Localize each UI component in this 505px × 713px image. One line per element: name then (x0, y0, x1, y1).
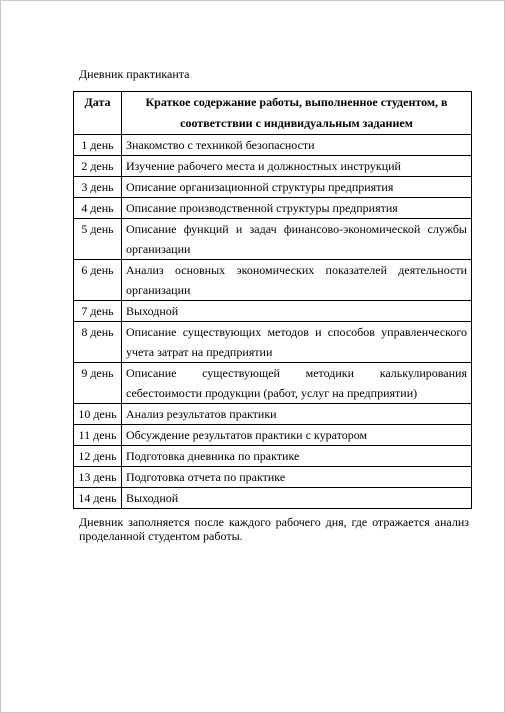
row-day: 11 день (74, 425, 122, 446)
row-day: 7 день (74, 301, 122, 322)
row-day: 13 день (74, 467, 122, 488)
table-row (74, 322, 472, 363)
row-day: 8 день (74, 322, 122, 363)
table-row (74, 198, 472, 219)
table-row (74, 135, 472, 156)
row-description: Анализ основных экономических показателей деятельности организации (122, 260, 472, 301)
table-row (74, 177, 472, 198)
table-row (74, 488, 472, 509)
row-day: 14 день (74, 488, 122, 509)
row-day: 4 день (74, 198, 122, 219)
table-row (74, 260, 472, 301)
table-row (74, 301, 472, 322)
row-description: Подготовка отчета по практике (122, 467, 472, 488)
row-description: Описание производственной структуры предприятия (122, 198, 472, 219)
row-description: Описание существующей методики калькулирования себестоимости продукции (работ, услуг на предприятии) (122, 363, 472, 404)
practice-diary-table (73, 91, 472, 509)
row-description: Описание организационной структуры предприятия (122, 177, 472, 198)
row-description: Знакомство с техникой безопасности (122, 135, 472, 156)
table-row (74, 219, 472, 260)
row-description: Описание существующих методов и способов управленческого учета затрат на предприятии (122, 322, 472, 363)
row-day: 5 день (74, 219, 122, 260)
row-day: 2 день (74, 156, 122, 177)
row-day: 10 день (74, 404, 122, 425)
table-row (74, 404, 472, 425)
row-description: Выходной (122, 301, 472, 322)
table-row (74, 156, 472, 177)
footnote-text: Дневник заполняется после каждого рабочего дня, где отражается анализ проделанной студентом работы. (79, 515, 469, 543)
row-day: 3 день (74, 177, 122, 198)
table-body (74, 135, 472, 509)
row-description: Выходной (122, 488, 472, 509)
table-header-row (74, 92, 472, 135)
table-row (74, 446, 472, 467)
header-description: Краткое содержание работы, выполненное студентом, в соответствии с индивидуальным заданием (122, 92, 472, 135)
row-description: Анализ результатов практики (122, 404, 472, 425)
table-row (74, 425, 472, 446)
table-row (74, 363, 472, 404)
row-day: 9 день (74, 363, 122, 404)
row-description: Подготовка дневника по практике (122, 446, 472, 467)
row-description: Изучение рабочего места и должностных инструкций (122, 156, 472, 177)
row-day: 12 день (74, 446, 122, 467)
table-row (74, 467, 472, 488)
row-day: 6 день (74, 260, 122, 301)
row-description: Описание функций и задач финансово-экономической службы организации (122, 219, 472, 260)
row-day: 1 день (74, 135, 122, 156)
row-description: Обсуждение результатов практики с куратором (122, 425, 472, 446)
header-date: Дата (74, 92, 122, 135)
document-title: Дневник практиканта (79, 67, 190, 81)
